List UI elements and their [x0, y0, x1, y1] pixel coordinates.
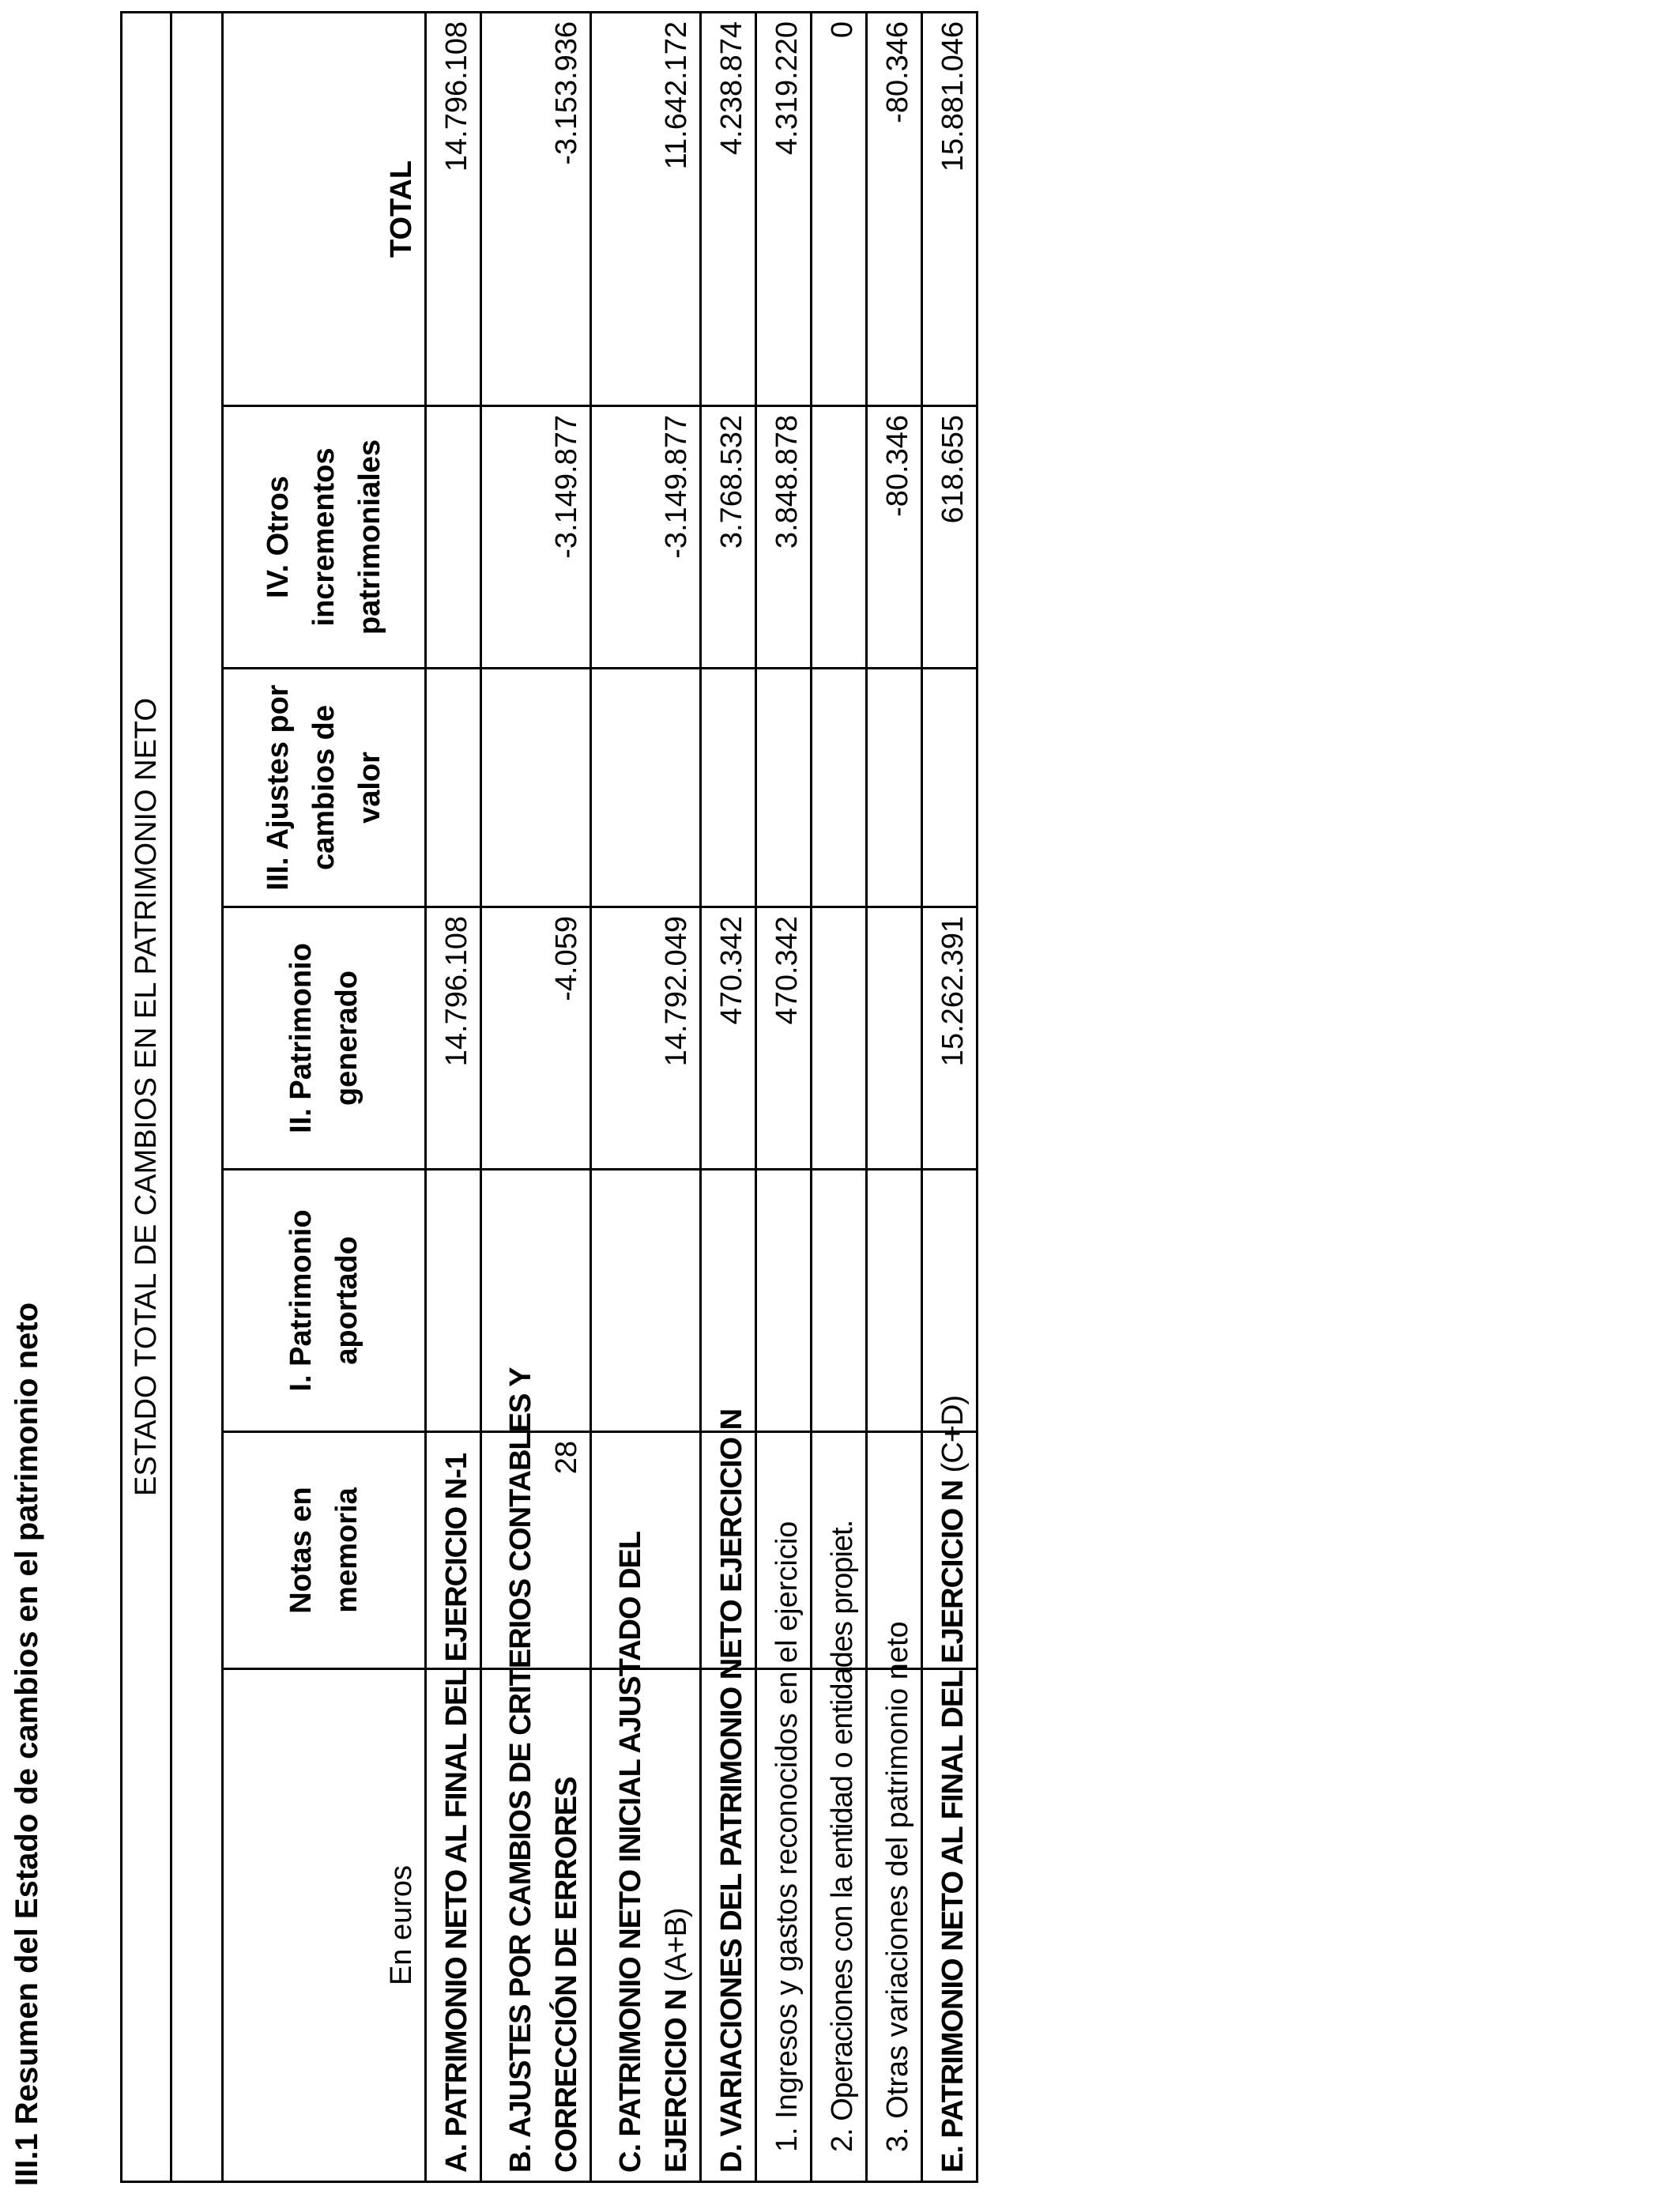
table-row: [812, 12, 867, 2181]
cell-ajustes: [867, 669, 922, 907]
cell-otros: 3.848.878: [756, 406, 812, 669]
col-header-generado: II. Patrimonio generado: [223, 907, 426, 1170]
row-label: [922, 1395, 977, 2182]
cell-total: 14.796.108: [426, 12, 481, 405]
row-label-text: 3. Otras variaciones del patrimonio neto: [881, 1621, 914, 2152]
row-label-text: B. AJUSTES POR CAMBIOS DE CRITERIOS CONTABLES Y: [504, 1367, 537, 2173]
cell-otros: [812, 406, 867, 669]
cell-otros: 3.768.532: [701, 406, 756, 669]
cell-ajustes: [591, 669, 701, 907]
table-row: [701, 12, 756, 2181]
row-label-suffix: (C+D): [936, 1395, 970, 1480]
column-header-row: [223, 12, 426, 2181]
cell-aportado: [812, 1170, 867, 1432]
row-label-text: A. PATRIMONIO NETO AL FINAL DEL EJERCICIO N-1: [440, 1453, 473, 2173]
cell-ajustes: [812, 669, 867, 907]
cell-aportado: [756, 1170, 812, 1432]
blank-band-row: [171, 12, 223, 2181]
table-row: [481, 12, 591, 2181]
col-header-notas: Notas en memoria: [223, 1432, 426, 1669]
cell-generado: 470.342: [701, 907, 756, 1170]
cell-generado: [812, 907, 867, 1170]
cell-ajustes: [701, 669, 756, 907]
row-label: [591, 1531, 701, 2182]
equity-changes-table: [120, 11, 978, 2183]
table-row: [867, 12, 922, 2181]
cell-generado: 14.792.049: [591, 907, 701, 1170]
table-row: [426, 12, 481, 2181]
cell-otros: -80.346: [867, 406, 922, 669]
cell-total: -3.153.936: [481, 12, 591, 405]
cell-ajustes: [426, 669, 481, 907]
row-label: [867, 1621, 922, 2182]
col-header-aportado: I. Patrimonio aportado: [223, 1170, 426, 1432]
cell-nota: 28: [481, 1432, 591, 1669]
cell-generado: 470.342: [756, 907, 812, 1170]
cell-total: 15.881.046: [922, 12, 977, 405]
table-row: [922, 12, 977, 2181]
row-label: [701, 1408, 756, 2182]
table-banner: ESTADO TOTAL DE CAMBIOS EN EL PATRIMONIO NETO: [122, 12, 171, 2181]
cell-total: -80.346: [867, 12, 922, 405]
cell-generado: 14.796.108: [426, 907, 481, 1170]
row-label-text: 2. Operaciones con la entidad o entidades propiet.: [826, 1520, 859, 2152]
cell-otros: [426, 406, 481, 669]
cell-otros: -3.149.877: [591, 406, 701, 669]
cell-aportado: [701, 1170, 756, 1432]
cell-generado: 15.262.391: [922, 907, 977, 1170]
cell-otros: 618.655: [922, 406, 977, 669]
row-label-text: 1. Ingresos y gastos reconocidos en el ejercicio: [770, 1521, 804, 2152]
col-header-total: TOTAL: [223, 12, 426, 405]
row-label-text-line2: CORRECCIÓN DE ERRORES: [550, 1777, 583, 2173]
row-label: [426, 1453, 481, 2182]
row-label-suffix: (A+B): [660, 1908, 693, 1990]
table-row: [756, 12, 812, 2181]
row-label-text-line2: EJERCICIO N: [660, 1989, 693, 2173]
cell-aportado: [591, 1170, 701, 1432]
cell-ajustes: [756, 669, 812, 907]
cell-otros: -3.149.877: [481, 406, 591, 669]
unit-label: En euros: [223, 1669, 426, 2182]
cell-aportado: [426, 1170, 481, 1432]
col-header-ajustes: III. Ajustes por cambios de valor: [223, 669, 426, 907]
cell-ajustes: [481, 669, 591, 907]
cell-aportado: [922, 1170, 977, 1432]
blank-band: [171, 12, 223, 2181]
row-label-text: E. PATRIMONIO NETO AL FINAL DEL EJERCICIO N: [936, 1480, 970, 2173]
cell-generado: [867, 907, 922, 1170]
row-label: [812, 1520, 867, 2182]
cell-ajustes: [922, 669, 977, 907]
table-row: [591, 12, 701, 2181]
cell-total: 4.238.874: [701, 12, 756, 405]
row-label-text: D. VARIACIONES DEL PATRIMONIO NETO EJERCICIO N: [715, 1408, 748, 2173]
cell-total: 11.642.172: [591, 12, 701, 405]
col-header-otros: IV. Otros incrementos patrimoniales: [223, 406, 426, 669]
page-heading: III.1 Resumen del Estado de cambios en el patrimonio neto: [9, 1302, 44, 2186]
row-label: [756, 1521, 812, 2182]
cell-total: 4.319.220: [756, 12, 812, 405]
cell-generado: -4.059: [481, 907, 591, 1170]
row-label-text: C. PATRIMONIO NETO INICIAL AJUSTADO DEL: [614, 1531, 647, 2173]
cell-aportado: [867, 1170, 922, 1432]
banner-row: [122, 12, 171, 2181]
cell-total: 0: [812, 12, 867, 405]
